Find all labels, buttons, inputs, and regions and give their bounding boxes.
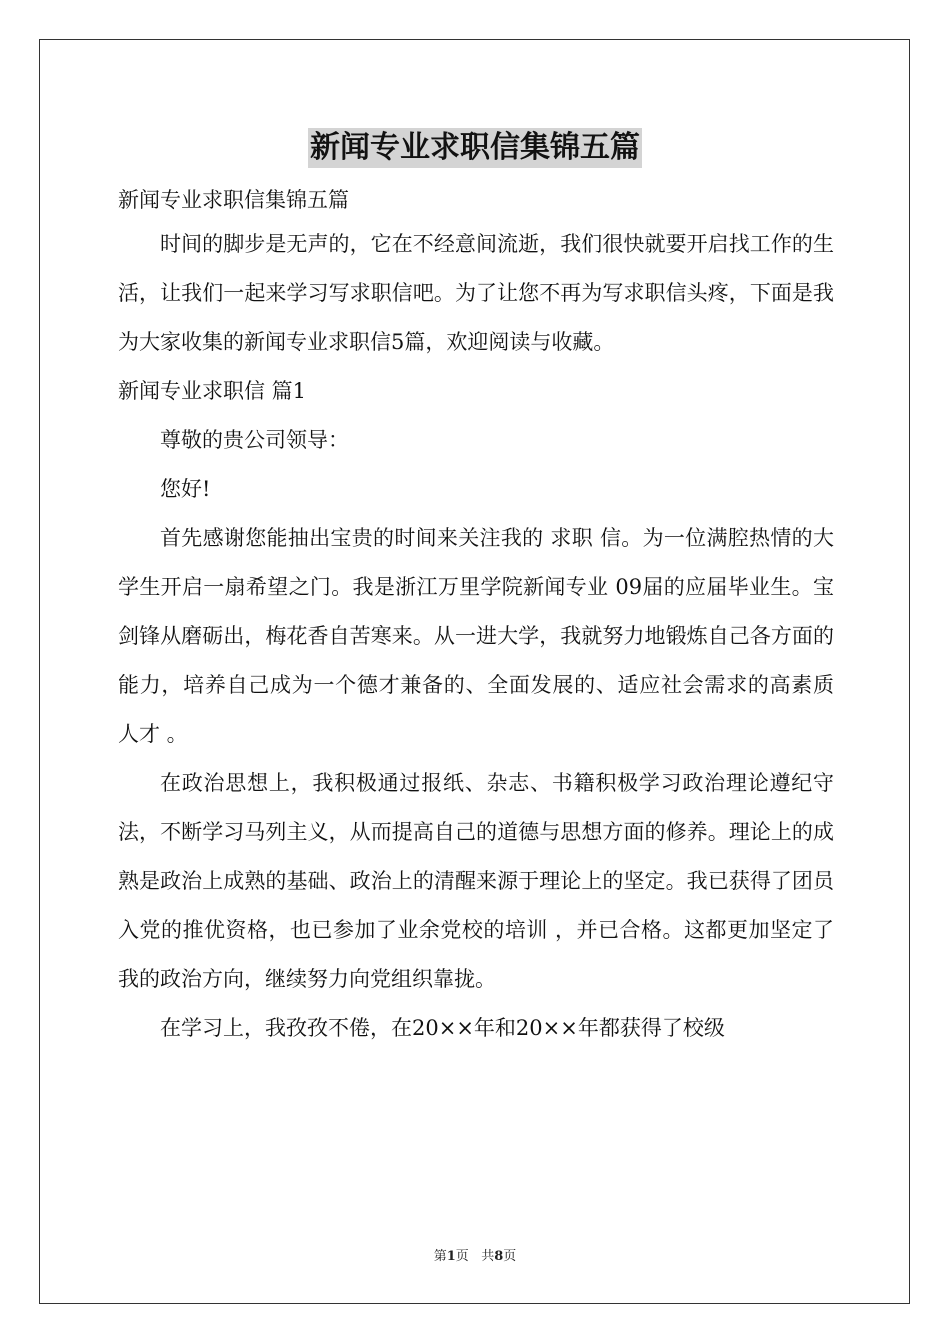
paragraph: 时间的脚步是无声的，它在不经意间流逝，我们很快就要开启找工作的生活，让我们一起来学习写求职信吧。为了让您不再为写求职信头疼，下面是我为大家收集的新闻专业求职信5篇，欢迎阅读与收藏。	[118, 232, 834, 354]
document-title: 新闻专业求职信集锦五篇	[308, 128, 642, 168]
paragraph: 尊敬的贵公司领导：	[160, 428, 349, 452]
footer-total-prefix: 共	[481, 1249, 495, 1264]
footer-page-prefix: 第	[433, 1249, 447, 1264]
paragraph: 在政治思想上，我积极通过报纸、杂志、书籍积极学习政治理论遵纪守法，不断学习马列主义，从而提高自己的道德与思想方面的修养。理论上的成熟是政治上成熟的基础、政治上的清醒来源于理论上的坚定。我已获得了团员入党的推优资格，也已参加了业余党校的培训 ，并已合格。这都更加坚定了我的政治方向，继续努力向党组织靠拢。	[118, 771, 834, 991]
paragraph: 新闻专业求职信集锦五篇	[118, 188, 349, 212]
title-container	[0, 128, 950, 168]
paragraph: 首先感谢您能抽出宝贵的时间来关注我的 求职 信。为一位满腔热情的大学生开启一扇希望之门。我是浙江万里学院新闻专业 09届的应届毕业生。宝剑锋从磨砺出，梅花香自苦寒来。从一进大学，我就努力地锻炼自己各方面的能力，培养自己成为一个德才兼备的、全面发展的、适应社会需求的高素质 人才 。	[118, 526, 834, 746]
footer-total-suffix: 页	[503, 1249, 517, 1264]
paragraph: 在学习上，我孜孜不倦，在20××年和20××年都获得了校级	[160, 1016, 725, 1040]
document-body	[118, 180, 834, 1053]
footer-page-suffix: 页	[455, 1249, 469, 1264]
paragraph: 您好!	[160, 477, 211, 501]
paragraph: 新闻专业求职信 篇1	[118, 379, 307, 403]
page-footer	[0, 1248, 950, 1266]
footer-page-number: 1	[446, 1249, 456, 1264]
footer-total-pages: 8	[494, 1249, 504, 1264]
